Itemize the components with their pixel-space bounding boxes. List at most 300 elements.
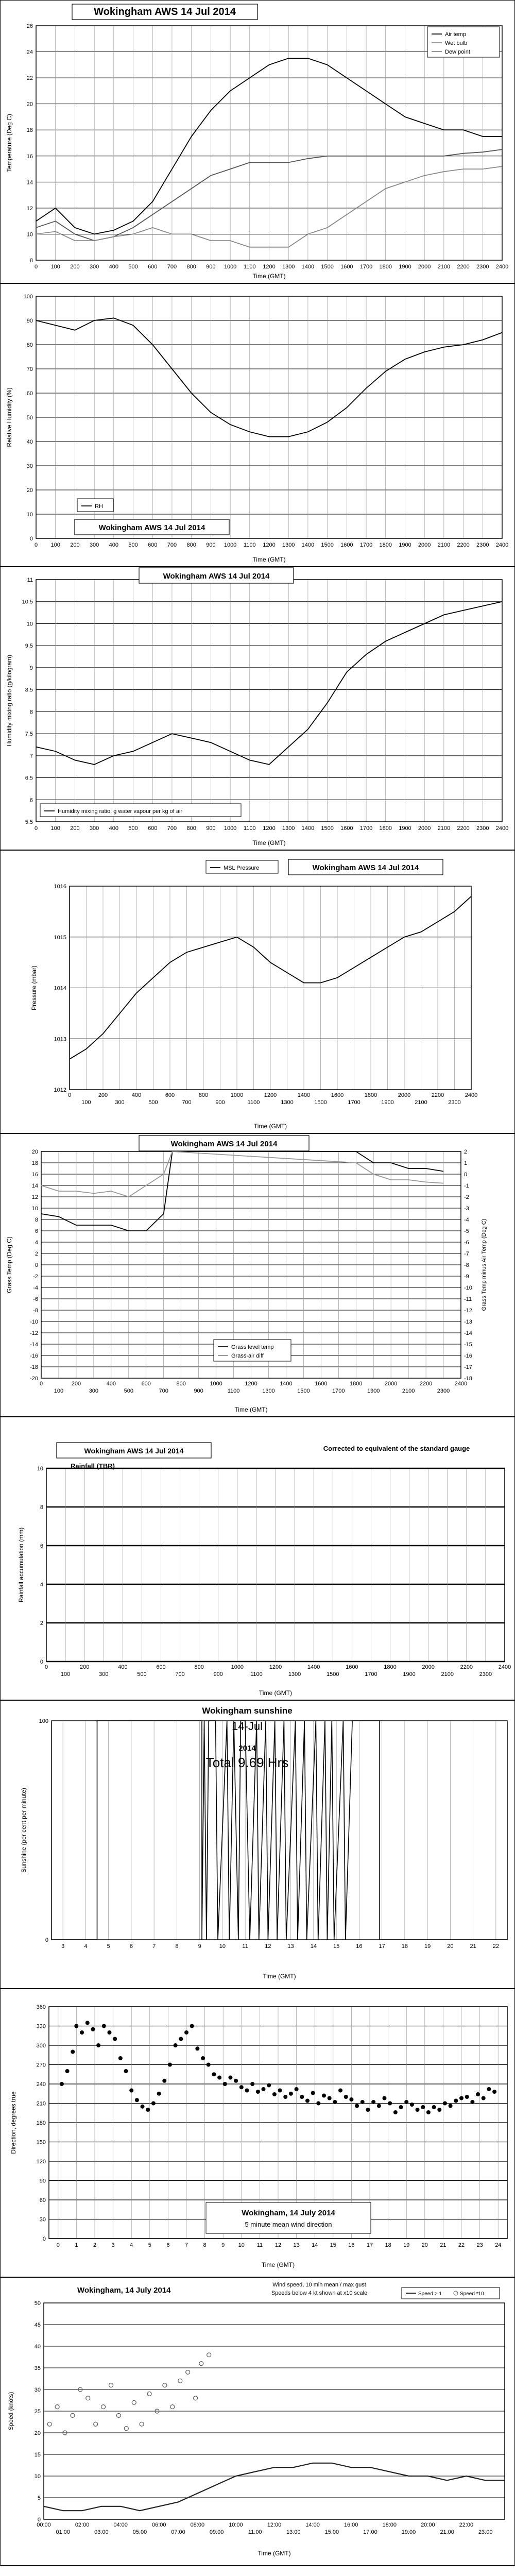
y-tick-label: 1014 [54, 985, 66, 992]
data-point [482, 2096, 486, 2100]
y-tick-label: 4 [40, 1582, 43, 1588]
x-tick-label: 15 [333, 1943, 340, 1950]
y-tick-label: -18 [30, 1364, 38, 1370]
x-tick-label: 18 [385, 2242, 391, 2248]
y-tick-label: 60 [26, 391, 33, 397]
y-axis-label: Pressure (mbar) [30, 965, 38, 1010]
x-tick-label: 1000 [224, 542, 237, 548]
x-tick-label: 2100 [437, 542, 451, 548]
x-tick-label: 2200 [457, 542, 470, 548]
data-point [107, 2030, 111, 2035]
y-tick-label: 210 [36, 2100, 46, 2107]
rainfall-chart [0, 1417, 515, 1700]
x-tick-label: 2300 [479, 1671, 492, 1677]
x-tick-label: 14:00 [305, 2522, 320, 2528]
data-point [256, 2090, 260, 2094]
x-tick-label: 2200 [457, 825, 470, 832]
x-tick-label: 18 [401, 1943, 408, 1950]
x-tick-label: 1600 [340, 542, 353, 548]
y-right-tick-label: -2 [464, 1194, 469, 1200]
x-tick-label: 1400 [301, 264, 315, 270]
x-tick-label: 2100 [441, 1671, 454, 1677]
x-tick-label: 700 [159, 1388, 168, 1394]
x-tick-label: 200 [71, 1381, 81, 1387]
y-right-tick-label: -3 [464, 1206, 469, 1212]
x-tick-label: 16 [348, 2242, 355, 2248]
x-tick-label: 20 [447, 1943, 454, 1950]
data-point [129, 2089, 133, 2093]
data-point [470, 2100, 474, 2104]
y-tick-label: 6 [40, 1543, 43, 1549]
y-tick-label: 15 [34, 2452, 41, 2458]
y-axis-label: Speed (knots) [7, 2392, 14, 2431]
y-tick-label: 300 [36, 2043, 46, 2049]
y-tick-label: 6.5 [25, 775, 33, 782]
x-axis-label: Time (GMT) [234, 1406, 268, 1413]
x-tick-label: 20:00 [421, 2522, 435, 2528]
y-tick-label: 40 [26, 439, 33, 445]
x-tick-label: 200 [70, 825, 80, 832]
y-tick-label: 100 [23, 294, 33, 300]
x-tick-label: 2300 [476, 264, 489, 270]
y-right-tick-label: 1 [464, 1160, 468, 1166]
x-tick-label: 1800 [364, 1092, 377, 1098]
legend [402, 2287, 500, 2299]
y-tick-label: 1015 [54, 934, 66, 941]
wind-speed-chart [0, 2277, 515, 2566]
y-tick-label: 90 [26, 318, 33, 324]
data-point [217, 2076, 221, 2080]
x-tick-label: 2200 [431, 1092, 444, 1098]
y-tick-label: 10 [31, 1206, 38, 1212]
x-tick-label: 23 [476, 2242, 483, 2248]
x-tick-label: 300 [89, 1388, 99, 1394]
y-tick-label: 4 [35, 1240, 38, 1246]
data-point [135, 2098, 139, 2102]
y-tick-label: 5.5 [25, 819, 33, 825]
x-tick-label: 1100 [247, 1099, 260, 1106]
x-tick-label: 18:00 [382, 2522, 397, 2528]
y-tick-label: 14 [26, 179, 33, 186]
x-tick-label: 07:00 [171, 2529, 185, 2535]
x-tick-label: 1700 [359, 264, 373, 270]
x-tick-label: 300 [99, 1671, 109, 1677]
x-tick-label: 8 [175, 1943, 179, 1950]
data-point [492, 2090, 496, 2094]
data-point [212, 2072, 216, 2076]
data-point [404, 2100, 408, 2104]
chart-year: 2014 [238, 1744, 256, 1753]
data-point [223, 2082, 227, 2086]
y-axis-label: Relative Humidity (%) [6, 387, 13, 447]
x-tick-label: 2000 [418, 542, 431, 548]
data-point [113, 2037, 117, 2041]
x-tick-label: 1700 [359, 542, 373, 548]
x-tick-label: 1400 [307, 1664, 320, 1670]
x-tick-label: 11 [256, 2242, 263, 2248]
y-tick-label: -6 [33, 1296, 38, 1302]
data-point [278, 2089, 282, 2093]
data-point [91, 2027, 95, 2031]
x-tick-label: 1000 [224, 264, 237, 270]
x-tick-label: 12 [274, 2242, 282, 2248]
data-point [146, 2108, 150, 2112]
y-right-tick-label: -14 [464, 1330, 472, 1336]
y-tick-label: 0 [40, 1659, 43, 1665]
data-point [316, 2102, 320, 2106]
chart-date: 14-Jul [232, 1720, 263, 1733]
data-point [118, 2056, 123, 2060]
x-tick-label: 1600 [340, 264, 353, 270]
x-tick-label: 500 [148, 1099, 158, 1106]
data-point [71, 2050, 75, 2054]
x-axis-label: Time (GMT) [261, 2261, 295, 2268]
x-tick-label: 500 [124, 1388, 133, 1394]
y-tick-label: 35 [34, 2365, 41, 2371]
data-point [459, 2096, 464, 2100]
title-box [206, 2202, 371, 2233]
x-tick-label: 00:00 [37, 2522, 51, 2528]
x-tick-label: 15 [330, 2242, 336, 2248]
x-tick-label: 0 [67, 1092, 72, 1098]
x-tick-label: 3 [61, 1943, 65, 1950]
x-tick-label: 2100 [402, 1388, 415, 1394]
y-tick-label: 16 [31, 1172, 38, 1178]
humidity-chart [0, 283, 515, 567]
y-tick-label: -20 [30, 1376, 38, 1382]
x-tick-label: 3 [111, 2242, 115, 2248]
x-tick-label: 1700 [365, 1671, 377, 1677]
chart-subtitle: Rainfall (TBR) [71, 1462, 115, 1470]
x-tick-label: 1400 [280, 1381, 293, 1387]
x-tick-label: 300 [89, 264, 99, 270]
x-tick-label: 900 [213, 1671, 223, 1677]
y-right-tick-label: -12 [464, 1308, 472, 1314]
x-tick-label: 1 [75, 2242, 78, 2248]
x-tick-label: 1900 [399, 825, 411, 832]
panel-frame [1, 1417, 515, 1700]
y-right-tick-label: -1 [464, 1183, 469, 1189]
data-point [190, 2024, 194, 2028]
x-tick-label: 8 [203, 2242, 207, 2248]
pressure-chart [0, 850, 515, 1133]
x-tick-label: 200 [98, 1092, 108, 1098]
y-tick-label: 1016 [54, 884, 66, 890]
x-tick-label: 1800 [379, 542, 392, 548]
y-tick-label: 12 [26, 205, 33, 212]
y-tick-label: 90 [39, 2178, 46, 2184]
x-tick-label: 1000 [210, 1381, 222, 1387]
x-tick-label: 1600 [346, 1664, 358, 1670]
y-tick-label: 7 [29, 753, 33, 759]
data-point [174, 2043, 178, 2047]
y-right-tick-label: -17 [464, 1364, 472, 1370]
x-tick-label: 23:00 [478, 2529, 493, 2535]
x-tick-label: 900 [206, 264, 216, 270]
x-tick-label: 1000 [230, 1092, 244, 1098]
y-tick-label: 30 [39, 2216, 46, 2223]
x-tick-label: 400 [109, 825, 119, 832]
x-tick-label: 2000 [422, 1664, 435, 1670]
rainfall-panel [0, 1417, 515, 1700]
x-tick-label: 200 [70, 542, 80, 548]
y-tick-label: -10 [30, 1319, 38, 1325]
x-tick-label: 1300 [282, 264, 295, 270]
data-point [289, 2092, 293, 2096]
data-point [283, 2095, 287, 2099]
data-point [416, 2108, 420, 2112]
y-tick-label: 10 [26, 231, 33, 238]
data-point [74, 2024, 78, 2028]
data-point [399, 2105, 403, 2109]
data-point [333, 2100, 337, 2104]
x-tick-label: 500 [128, 825, 138, 832]
x-tick-label: 16:00 [344, 2522, 358, 2528]
y-right-tick-label: 0 [464, 1172, 468, 1178]
x-tick-label: 4 [130, 2242, 133, 2248]
x-tick-label: 1300 [282, 825, 295, 832]
x-tick-label: 400 [109, 542, 119, 548]
y-tick-label: 8 [35, 1217, 38, 1223]
x-tick-label: 2 [93, 2242, 97, 2248]
x-tick-label: 300 [89, 825, 99, 832]
y-tick-label: 7.5 [25, 731, 33, 738]
chart-title: Wokingham AWS 14 Jul 2014 [170, 1140, 278, 1148]
panel-frame [1, 851, 515, 1133]
y-axis-label: Humidity mixing ratio (g/kilogram) [6, 654, 13, 747]
mixing-ratio-panel [0, 567, 515, 850]
x-tick-label: 100 [54, 1388, 64, 1394]
chart-title: Wokingham, 14 July 2014 [77, 2286, 171, 2295]
x-tick-label: 6 [129, 1943, 133, 1950]
data-point [322, 2094, 326, 2098]
y-tick-label: 40 [34, 2344, 41, 2350]
data-point [228, 2076, 232, 2080]
x-tick-label: 2300 [476, 542, 489, 548]
y-tick-label: 30 [26, 463, 33, 469]
x-tick-label: 1900 [367, 1388, 380, 1394]
x-axis-label: Time (GMT) [252, 556, 286, 563]
x-tick-label: 1200 [245, 1381, 258, 1387]
y-tick-label: 9.5 [25, 643, 33, 650]
y-tick-label: 9 [29, 665, 33, 671]
y-right-tick-label: -4 [464, 1217, 469, 1223]
y-right-tick-label: -10 [464, 1285, 472, 1291]
x-tick-label: 1200 [263, 825, 276, 832]
chart-title: Wokingham sunshine [202, 1706, 293, 1716]
chart-total: Total 9.69 Hrs [205, 1755, 289, 1770]
x-tick-label: 12 [265, 1943, 271, 1950]
wind-direction-panel [0, 1989, 515, 2277]
legend-entry: Air temp [445, 31, 466, 38]
y-tick-label: -2 [33, 1274, 38, 1280]
y-tick-label: 12 [31, 1194, 38, 1200]
y-tick-label: 8 [40, 1504, 43, 1511]
x-tick-label: 300 [89, 542, 99, 548]
data-point [328, 2096, 332, 2100]
x-tick-label: 1700 [359, 825, 373, 832]
data-point [432, 2105, 436, 2109]
chart-title: Wokingham AWS 14 Jul 2014 [98, 523, 205, 532]
y-tick-label: 0 [35, 1262, 38, 1268]
chart-title: Wokingham, 14 July 2014 [242, 2209, 335, 2217]
x-tick-label: 2100 [437, 825, 451, 832]
x-tick-label: 800 [198, 1092, 209, 1098]
y-tick-label: 10.5 [22, 599, 33, 605]
x-tick-label: 05:00 [132, 2529, 147, 2535]
y-tick-label: 100 [39, 1718, 48, 1724]
temperature-chart [0, 0, 515, 283]
x-tick-label: 03:00 [94, 2529, 109, 2535]
x-tick-label: 2100 [415, 1099, 427, 1106]
y-tick-label: 8.5 [25, 687, 33, 693]
pressure-panel [0, 850, 515, 1133]
x-tick-label: 06:00 [151, 2522, 166, 2528]
legend-entry: Speed *10 [460, 2291, 484, 2297]
chart-title: Wokingham AWS 14 Jul 2014 [163, 572, 270, 581]
x-tick-label: 1100 [250, 1671, 263, 1677]
x-tick-label: 1700 [332, 1388, 345, 1394]
x-tick-label: 900 [194, 1388, 203, 1394]
y-right-tick-label: -6 [464, 1240, 469, 1246]
data-point [393, 2110, 398, 2114]
x-tick-label: 400 [131, 1092, 142, 1098]
y-tick-label: 270 [36, 2062, 46, 2069]
data-point [305, 2099, 310, 2103]
y-tick-label: 26 [26, 23, 33, 29]
x-tick-label: 2100 [437, 264, 451, 270]
x-tick-label: 900 [206, 825, 216, 832]
y-right-axis-label: Grass Temp minus Air Temp (Deg C) [481, 1218, 487, 1311]
data-point [443, 2102, 447, 2106]
data-point [141, 2105, 145, 2109]
x-tick-label: 11:00 [248, 2529, 262, 2535]
legend-entry: Grass-air diff [231, 1353, 264, 1359]
x-axis-label: Time (GMT) [263, 1973, 296, 1980]
x-tick-label: 24 [495, 2242, 502, 2248]
x-tick-label: 10 [238, 2242, 245, 2248]
y-right-tick-label: -9 [464, 1274, 469, 1280]
x-tick-label: 400 [109, 264, 119, 270]
x-tick-label: 15:00 [324, 2529, 339, 2535]
x-tick-label: 1500 [297, 1388, 310, 1394]
x-tick-label: 800 [186, 264, 196, 270]
x-tick-label: 1300 [282, 542, 295, 548]
chart-caption: Speeds below 4 kt shown at x10 scale [271, 2290, 368, 2296]
data-point [426, 2110, 431, 2114]
x-tick-label: 2300 [476, 825, 489, 832]
x-tick-label: 700 [167, 542, 177, 548]
data-point [437, 2108, 441, 2112]
x-tick-label: 5 [148, 2242, 151, 2248]
x-tick-label: 1800 [384, 1664, 397, 1670]
x-tick-label: 0 [34, 264, 38, 270]
x-tick-label: 17 [366, 2242, 373, 2248]
chart-title: Wokingham AWS 14 Jul 2014 [84, 1447, 184, 1455]
x-tick-label: 700 [182, 1099, 192, 1106]
x-tick-label: 1200 [269, 1664, 282, 1670]
x-axis-label: Time (GMT) [252, 273, 286, 280]
y-right-tick-label: -13 [464, 1319, 472, 1325]
x-tick-label: 09:00 [209, 2529, 224, 2535]
x-tick-label: 600 [165, 1092, 175, 1098]
data-point [366, 2108, 370, 2112]
mixing-ratio-chart [0, 567, 515, 850]
x-tick-label: 0 [44, 1664, 48, 1670]
x-tick-label: 16 [356, 1943, 363, 1950]
x-tick-label: 1600 [315, 1381, 328, 1387]
y-tick-label: 120 [36, 2159, 46, 2165]
data-point [262, 2087, 266, 2091]
y-right-tick-label: -8 [464, 1262, 469, 1268]
x-tick-label: 800 [186, 825, 196, 832]
y-tick-label: 10 [26, 621, 33, 628]
x-tick-label: 800 [176, 1381, 186, 1387]
x-tick-label: 17 [379, 1943, 385, 1950]
x-tick-label: 600 [148, 542, 158, 548]
y-tick-label: 14 [31, 1183, 38, 1189]
x-axis-label: Time (GMT) [253, 1123, 287, 1130]
y-tick-label: 24 [26, 49, 33, 56]
x-tick-label: 1500 [327, 1671, 339, 1677]
x-tick-label: 0 [34, 825, 38, 832]
y-tick-label: 1013 [54, 1036, 66, 1043]
x-tick-label: 900 [215, 1099, 225, 1106]
sunshine-panel [0, 1700, 515, 1989]
x-tick-label: 1800 [379, 825, 392, 832]
y-tick-label: 22 [26, 75, 33, 82]
data-point [168, 2063, 172, 2067]
x-tick-label: 5 [107, 1943, 110, 1950]
x-tick-label: 22 [458, 2242, 465, 2248]
x-tick-label: 1200 [263, 264, 276, 270]
wind-direction-chart [0, 1989, 515, 2277]
x-tick-label: 1300 [262, 1388, 275, 1394]
y-tick-label: 0 [45, 1937, 48, 1943]
x-tick-label: 0 [34, 542, 38, 548]
y-right-tick-label: -18 [464, 1376, 472, 1382]
y-tick-label: -4 [33, 1285, 38, 1291]
x-tick-label: 1000 [224, 825, 237, 832]
y-tick-label: 8 [29, 258, 33, 264]
x-tick-label: 2000 [384, 1381, 398, 1387]
data-point [311, 2091, 315, 2095]
legend-entry: Wet bulb [445, 40, 468, 46]
data-point [245, 2089, 249, 2093]
y-right-tick-label: 2 [464, 1149, 468, 1155]
x-tick-label: 2200 [419, 1381, 433, 1387]
y-tick-label: 20 [26, 101, 33, 108]
x-tick-label: 2300 [448, 1099, 461, 1106]
data-point [207, 2063, 211, 2067]
data-point [124, 2069, 128, 2073]
chart-caption: Wind speed, 10 min mean / max gust [272, 2282, 366, 2288]
y-tick-label: 6 [29, 797, 33, 804]
data-point [65, 2069, 70, 2073]
data-point [421, 2105, 425, 2109]
y-tick-label: 45 [34, 2322, 41, 2328]
x-tick-label: 01:00 [56, 2529, 71, 2535]
data-point [184, 2030, 188, 2035]
y-tick-label: 20 [34, 2430, 41, 2436]
x-tick-label: 14 [312, 2242, 318, 2248]
x-tick-label: 1900 [381, 1099, 394, 1106]
x-tick-label: 21:00 [440, 2529, 454, 2535]
x-tick-label: 1400 [297, 1092, 311, 1098]
legend-entry: Speed > 1 [418, 2291, 442, 2297]
x-tick-label: 04:00 [113, 2522, 128, 2528]
x-axis-label: Time (GMT) [252, 839, 286, 846]
